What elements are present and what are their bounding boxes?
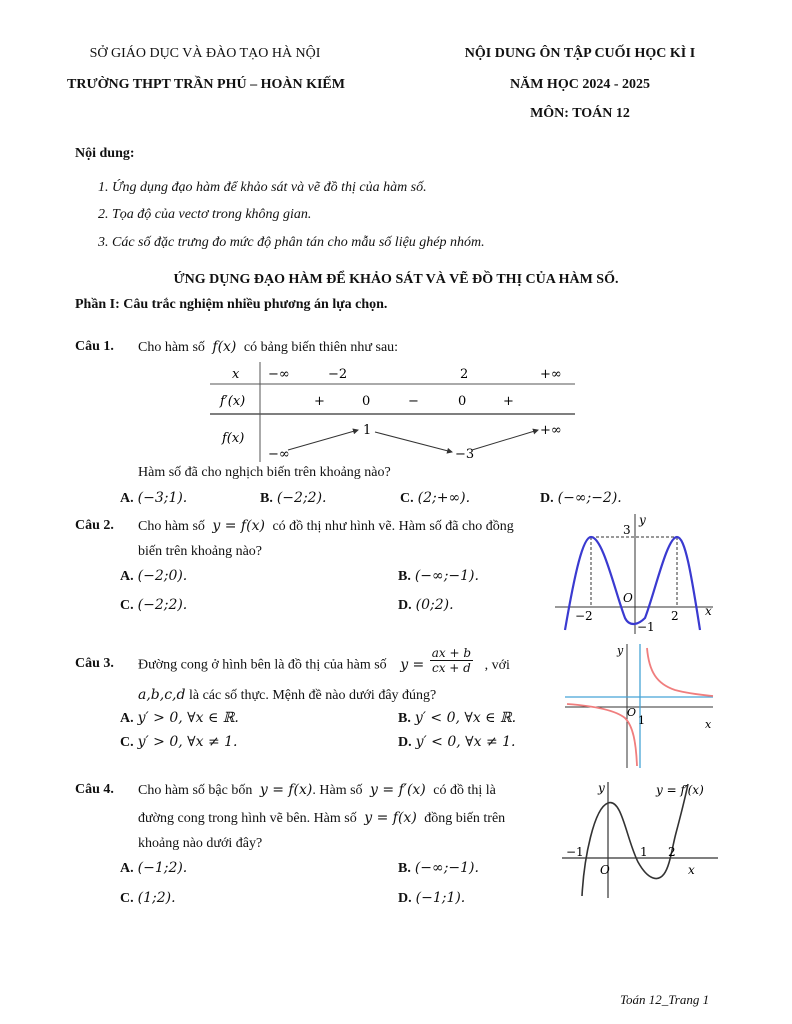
q2-option-b[interactable]: [398, 568, 479, 585]
q1-text-b: có bảng biến thiên như sau:: [243, 340, 399, 355]
option-value: (1;2).: [137, 890, 176, 906]
option-value: y′ < 0, ∀x ≠ 1.: [415, 734, 516, 750]
q4-text-b: . Hàm số: [312, 783, 363, 798]
label-neg1: −1: [566, 845, 584, 859]
label-neg1: −1: [637, 620, 655, 634]
option-value: (−2;2).: [137, 597, 188, 613]
sign: 0: [362, 394, 371, 409]
q4-fx: y = f(x): [259, 782, 313, 798]
sign: +: [503, 394, 514, 409]
q4-option-d[interactable]: [398, 890, 465, 907]
q4-label: Câu 4.: [75, 782, 114, 797]
q2-text-c: biến trên khoảng nào?: [138, 544, 263, 559]
option-value: (−∞;−2).: [557, 490, 622, 506]
q4-option-a[interactable]: [120, 860, 187, 877]
q3-option-d[interactable]: [398, 734, 515, 751]
label-y: y: [639, 513, 646, 527]
f-val: −3: [455, 447, 475, 462]
x-val: 2: [460, 367, 469, 382]
q3-stem: [138, 646, 551, 675]
option-label: C.: [120, 598, 134, 613]
x-val: +∞: [540, 367, 562, 382]
sign: −: [408, 394, 419, 409]
q2-option-c[interactable]: [120, 597, 187, 614]
page-footer: Toán 12_Trang 1: [620, 992, 710, 1007]
f-val: +∞: [540, 423, 562, 438]
q1-option-d[interactable]: [540, 490, 622, 507]
q3-graph: [565, 642, 715, 770]
q1-label: Câu 1.: [75, 339, 114, 354]
doc-title: NỘI DUNG ÔN TẬP CUỐI HỌC KÌ I: [464, 46, 696, 61]
option-value: (0;2).: [415, 597, 454, 613]
q3-option-b[interactable]: [398, 710, 516, 727]
q4-text-c: có đồ thị là: [433, 783, 496, 798]
q3-vars: a,b,c,d: [138, 687, 186, 703]
option-label: C.: [400, 491, 414, 506]
q4-text-f: khoảng nào dưới đây?: [138, 836, 263, 851]
school-year: NĂM HỌC 2024 - 2025: [510, 77, 650, 92]
option-value: (−∞;−1).: [414, 568, 479, 584]
option-label: A.: [120, 711, 134, 726]
denominator: cx + d: [432, 661, 471, 675]
q4-text-a: Cho hàm số bậc bốn: [138, 783, 253, 798]
q2-label: Câu 2.: [75, 518, 114, 533]
q2-text-a: Cho hàm số: [138, 519, 205, 534]
q1-option-a[interactable]: [120, 490, 187, 507]
q3-text-a: Đường cong ở hình bên là đồ thị của hàm số: [138, 657, 387, 673]
content-title: Nội dung:: [75, 146, 135, 161]
q1-fx: f(x): [212, 339, 237, 355]
option-value: (2;+∞).: [417, 490, 471, 506]
q1-stem: [138, 339, 398, 356]
option-label: B.: [398, 711, 411, 726]
q2-stem: [138, 518, 514, 535]
f-val: 1: [363, 423, 372, 438]
q4-fx2: y = f(x): [364, 810, 417, 826]
sign: +: [314, 394, 325, 409]
variation-table: [210, 362, 580, 462]
q4-text-e: đồng biến trên: [424, 811, 506, 826]
option-label: A.: [120, 569, 134, 584]
q4-graph: [560, 778, 720, 900]
q4-stem-1: [138, 782, 496, 799]
subject: MÔN: TOÁN 12: [530, 106, 630, 121]
option-label: D.: [398, 735, 412, 750]
option-value: y′ > 0, ∀x ≠ 1.: [137, 734, 238, 750]
table-row-x: x: [232, 367, 240, 382]
arrow-down: [375, 432, 452, 452]
option-label: C.: [120, 735, 134, 750]
q1-option-c[interactable]: [400, 490, 470, 507]
q1-option-b[interactable]: [260, 490, 326, 507]
q4-option-c[interactable]: [120, 890, 176, 907]
option-label: B.: [260, 491, 273, 506]
option-value: (−3;1).: [137, 490, 188, 506]
section-title: ỨNG DỤNG ĐẠO HÀM ĐỂ KHẢO SÁT VÀ VẼ ĐỒ THỊ CỦA HÀM SỐ.: [173, 272, 619, 287]
q4-fpx: y = f′(x): [370, 782, 426, 798]
option-label: D.: [398, 598, 412, 613]
arrow-up: [288, 430, 358, 450]
q3-text-b: , với: [484, 657, 510, 673]
content-item-3: 3. Các số đặc trưng đo mức độ phân tán cho mẫu số liệu ghép nhóm.: [98, 235, 485, 250]
q3-line2: [138, 687, 436, 704]
x-val: −∞: [268, 367, 290, 382]
q3-option-c[interactable]: [120, 734, 237, 751]
curve-right: [647, 648, 713, 696]
option-value: (−1;2).: [137, 860, 188, 876]
label-x: x: [688, 863, 695, 877]
department-name: SỞ GIÁO DỤC VÀ ĐÀO TẠO HÀ NỘI: [89, 46, 321, 61]
q4-stem-2: [138, 810, 505, 827]
label-3: 3: [623, 523, 631, 537]
content-item-2: 2. Tọa độ của vectơ trong không gian.: [98, 207, 312, 222]
label-2: 2: [671, 609, 679, 623]
school-name: TRƯỜNG THPT TRẦN PHÚ – HOÀN KIẾM: [67, 77, 345, 92]
content-item-1: 1. Ứng dụng đạo hàm để khảo sát và vẽ đồ thị của hàm số.: [98, 180, 427, 195]
label-title: y = f′(x): [656, 783, 704, 797]
q2-graph: [555, 512, 715, 636]
label-y: y: [598, 781, 605, 795]
table-row-fprime: f′(x): [220, 394, 246, 409]
label-y: y: [617, 644, 624, 657]
q4-text-d: đường cong trong hình vẽ bên. Hàm số: [138, 811, 357, 826]
q2-option-d[interactable]: [398, 597, 454, 614]
option-value: y′ < 0, ∀x ∈ ℝ.: [414, 710, 517, 726]
q3-option-a[interactable]: [120, 710, 239, 727]
part-title: Phần I: Câu trắc nghiệm nhiều phương án lựa chọn.: [75, 297, 388, 312]
q1-text-a: Cho hàm số: [138, 340, 205, 355]
label-o: O: [623, 591, 633, 605]
q1-ask: Hàm số đã cho nghịch biến trên khoảng nào?: [138, 465, 391, 480]
option-label: A.: [120, 491, 134, 506]
option-label: C.: [120, 891, 134, 906]
label-o: O: [600, 863, 610, 877]
option-value: (−2;2).: [276, 490, 327, 506]
q3-label: Câu 3.: [75, 656, 114, 671]
q2-text-b: có đồ thị như hình vẽ. Hàm số đã cho đồng: [272, 519, 514, 534]
x-val: −2: [328, 367, 348, 382]
option-label: D.: [540, 491, 554, 506]
q3-y-eq: y =: [400, 656, 425, 673]
table-row-f: f(x): [222, 431, 245, 446]
option-value: (−2;0).: [137, 568, 188, 584]
fraction: [430, 646, 473, 675]
q2-option-a[interactable]: [120, 568, 187, 585]
option-value: (−∞;−1).: [414, 860, 479, 876]
label-2: 2: [668, 845, 676, 859]
option-label: B.: [398, 569, 411, 584]
sign: 0: [458, 394, 467, 409]
label-neg2: −2: [575, 609, 593, 623]
derivative-curve: [582, 784, 688, 896]
q2-fx: y = f(x): [212, 518, 265, 534]
option-label: B.: [398, 861, 411, 876]
label-x: x: [705, 604, 712, 618]
label-o: O: [627, 706, 637, 719]
label-x: x: [705, 718, 712, 731]
arrow-up: [472, 430, 538, 450]
f-val: −∞: [268, 447, 290, 462]
option-label: A.: [120, 861, 134, 876]
q4-option-b[interactable]: [398, 860, 479, 877]
option-label: D.: [398, 891, 412, 906]
numerator: ax + b: [431, 646, 472, 660]
option-value: y′ > 0, ∀x ∈ ℝ.: [137, 710, 239, 726]
label-1: 1: [638, 714, 645, 727]
label-1: 1: [640, 845, 648, 859]
q3-text-c: là các số thực. Mệnh đề nào dưới đây đúng?: [188, 688, 437, 703]
option-value: (−1;1).: [415, 890, 466, 906]
